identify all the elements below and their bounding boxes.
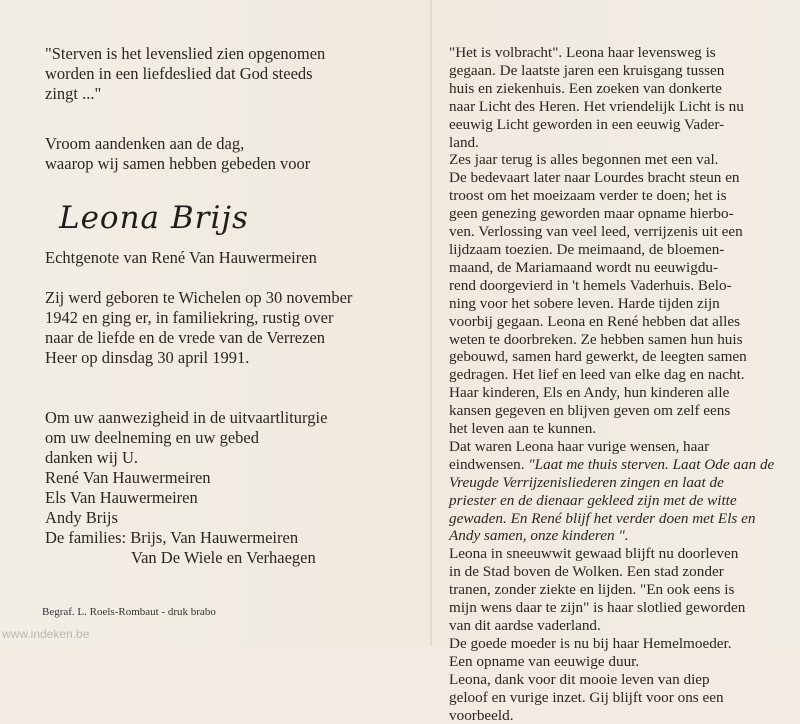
last-wish-quote: Vreugde Verrijzenisliederen zingen en laat de xyxy=(449,473,724,491)
thanks-line: Om uw aanwezigheid in de uitvaartliturgie xyxy=(45,408,328,427)
tribute-line: gedragen. Het lief en leed van elke dag en nacht. xyxy=(449,366,745,384)
tribute-line: eeuwig Licht geworden in een eeuwig Vader- xyxy=(449,115,725,133)
tribute-line: in de Stad boven de Wolken. Een stad zonder xyxy=(449,563,724,581)
wish-prefix: eindwensen. xyxy=(449,455,525,473)
spouse-line: Echtgenote van René Van Hauwermeiren xyxy=(45,248,317,267)
tribute-line: Leona in sneeuwwit gewaad blijft nu doorleven xyxy=(449,545,739,563)
tribute-line: gebouwd, samen hard gewerkt, de leegten samen xyxy=(449,348,747,366)
tribute-line: ning voor het sobere leven. Harde tijden zijn xyxy=(449,294,720,312)
birth-line: naar de liefde en de vrede van de Verrezen xyxy=(45,328,326,347)
tribute-line: "Het is volbracht". Leona haar levensweg is xyxy=(449,44,716,61)
last-wish-quote: priester en de dienaar gekleed zijn met de witte xyxy=(449,491,737,509)
last-wish-quote: "Laat me thuis sterven. Laat Ode aan de xyxy=(524,455,775,473)
tribute-line: gegaan. De laatste jaren een kruisgang tussen xyxy=(449,61,725,79)
birth-line: 1942 en ging er, in familiekring, rustig over xyxy=(45,308,334,327)
last-wish-quote: Andy samen, onze kinderen ". xyxy=(449,527,629,545)
birth-line: Zij werd geboren te Wichelen op 30 november xyxy=(45,288,353,307)
left-panel xyxy=(45,44,415,568)
tribute-line: weten te doorbreken. Ze hebben samen hun huis xyxy=(449,330,743,348)
quote-line: zingt ..." xyxy=(45,84,102,103)
birth-death-text xyxy=(45,288,415,368)
tribute-line: lijdzaam toezien. De meimaand, de bloemen- xyxy=(449,240,725,258)
tribute-line: geloof en vurige inzet. Gij blijft voor ons een xyxy=(449,688,724,706)
quote-line: worden in een liefdeslied dat God steeds xyxy=(45,64,313,83)
tribute-line: troost om het moeizaam verder te doen; het is xyxy=(449,187,727,205)
tribute-line: voorbeeld. xyxy=(449,706,514,724)
tribute-line: Leona, dank voor dit mooie leven van diep xyxy=(449,670,710,688)
birth-line: Heer op dinsdag 30 april 1991. xyxy=(45,348,250,367)
printer-credit: Begraf. L. Roels-Rombaut - druk brabo xyxy=(42,606,216,618)
tribute-line: mijn wens daar te zijn" is haar slotlied geworden xyxy=(449,599,746,617)
tribute-line: naar Licht des Heren. Het vriendelijk Licht is nu xyxy=(449,97,744,115)
tribute-line: De bedevaart later naar Lourdes bracht steun en xyxy=(449,169,740,187)
right-panel xyxy=(449,44,782,724)
tribute-line: van dit aardse vaderland. xyxy=(449,617,601,634)
tribute-line: het leven aan te kunnen. xyxy=(449,420,597,438)
tribute-line: maand, de Mariamaand wordt nu eeuwigdu- xyxy=(449,258,719,276)
wish-line xyxy=(449,456,782,474)
tribute-line: geen genezing geworden maar opname hierbo- xyxy=(449,205,734,223)
tribute-line: De goede moeder is nu bij haar Hemelmoeder. xyxy=(449,634,732,652)
thanks-line: Els Van Hauwermeiren xyxy=(45,488,198,507)
tribute-line: Haar kinderen, Els en Andy, hun kinderen alle xyxy=(449,384,730,402)
tribute-line: tranen, zonder ziekte en lijden. "En ook eens is xyxy=(449,581,735,599)
thanks-line: Van De Wiele en Verhaegen xyxy=(131,548,316,567)
tribute-line: land. xyxy=(449,133,479,151)
thanks-line: René Van Hauwermeiren xyxy=(45,468,211,487)
tribute-line: rend doorgevierd in 't hemels Vaderhuis. Belo- xyxy=(449,276,732,294)
memory-line: waarop wij samen hebben gebeden voor xyxy=(45,154,311,173)
thanks-text xyxy=(45,408,415,568)
thanks-line: om uw deelneming en uw gebed xyxy=(45,428,259,447)
memory-text xyxy=(45,134,415,174)
thanks-line: danken wij U. xyxy=(45,448,139,467)
tribute-line: Dat waren Leona haar vurige wensen, haar xyxy=(449,437,710,455)
memory-line: Vroom aandenken aan de dag, xyxy=(45,134,245,153)
tribute-line: Een opname van eeuwige duur. xyxy=(449,652,640,670)
tribute-line: Zes jaar terug is alles begonnen met een val. xyxy=(449,151,719,169)
tribute-line: voorbij gegaan. Leona en René hebben dat alles xyxy=(449,312,740,330)
tribute-line: ven. Verlossing van veel leed, verrijzenis uit een xyxy=(449,223,743,241)
site-watermark: www.indeken.be xyxy=(2,627,90,641)
thanks-line: Andy Brijs xyxy=(45,508,118,527)
opening-quote xyxy=(45,44,415,104)
tribute-line: huis en ziekenhuis. Een zoeken van donkerte xyxy=(449,79,722,97)
thanks-line: De families: Brijs, Van Hauwermeiren xyxy=(45,528,299,547)
card-fold xyxy=(430,0,432,646)
deceased-name: Leona Brijs xyxy=(59,200,249,236)
quote-line: "Sterven is het levenslied zien opgenomen xyxy=(45,44,326,63)
tribute-line: kansen gegeven en blijven geven om zelf eens xyxy=(449,402,731,420)
last-wish-quote: gewaden. En René blijf het verder doen met Els en xyxy=(449,509,756,527)
